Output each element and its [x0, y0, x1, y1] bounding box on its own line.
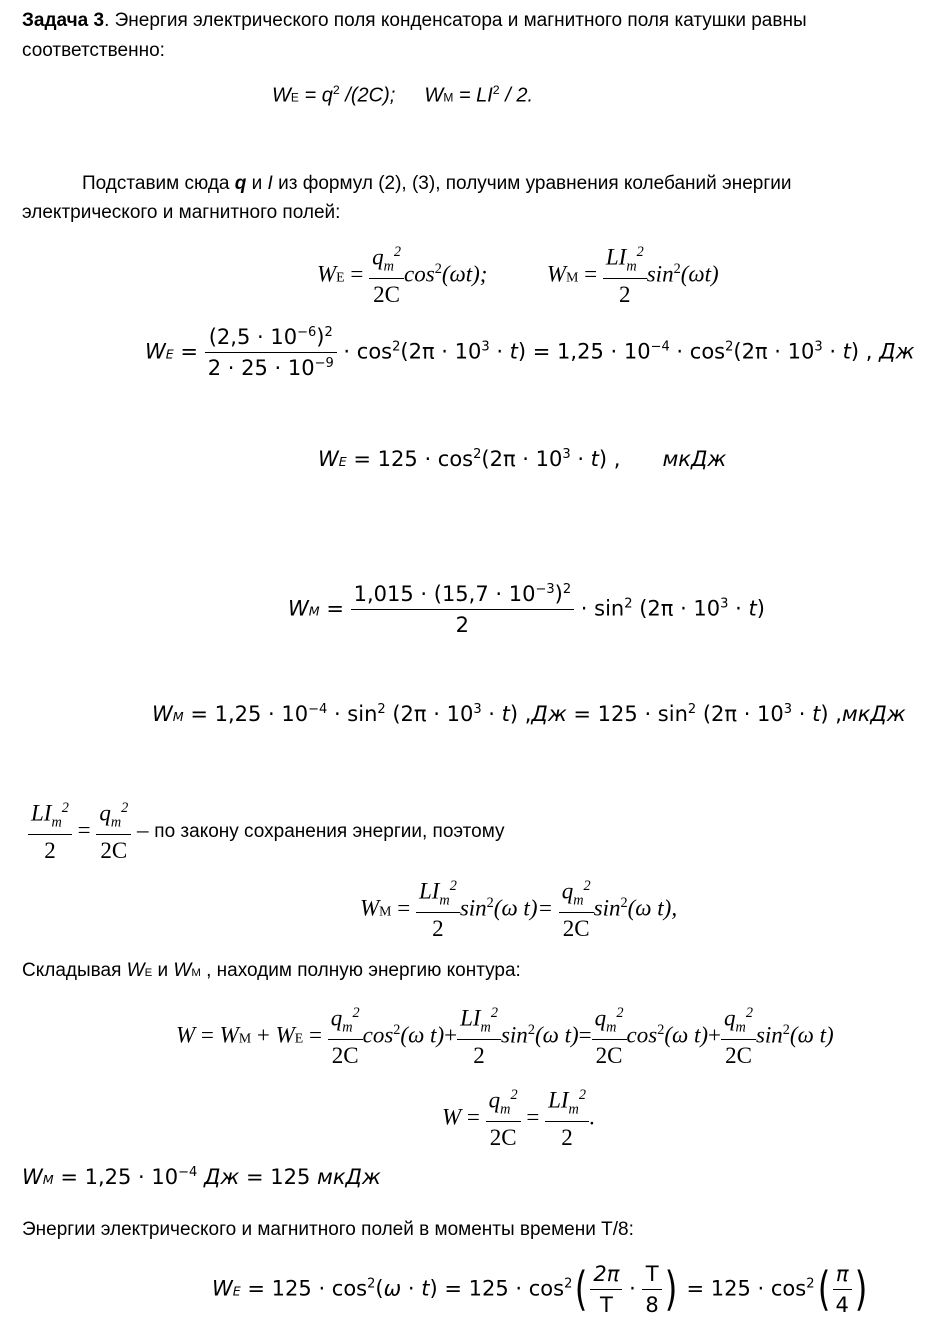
f6-num1-sub: m	[51, 814, 62, 831]
f5-h: ·	[792, 702, 813, 726]
f11-frac3	[833, 1262, 852, 1317]
f1-cos: cos	[404, 261, 435, 287]
f8-frac4	[721, 1005, 756, 1069]
f5-unit2: мкДж	[841, 702, 906, 726]
f8-frac1	[328, 1005, 363, 1069]
f2-d: ) = 1,25 · 10	[517, 339, 651, 364]
f7-num2-sub: m	[573, 892, 584, 909]
f11-d1: T	[599, 1293, 613, 1317]
f7-eq: =	[397, 895, 411, 921]
f9-w: W	[442, 1104, 462, 1130]
f7-den2: 2C	[562, 916, 590, 942]
f3-a-sup: 2	[473, 447, 482, 462]
f9-den2: 2	[561, 1125, 573, 1151]
f2-g: ·	[822, 339, 843, 364]
f5-b-sup: 2	[377, 702, 386, 717]
f9-num2-sub: m	[568, 1101, 579, 1118]
f2-a-sup: 2	[392, 339, 401, 355]
f8-sin2-sup: 2	[782, 1021, 790, 1038]
formula-we-at-t8	[212, 1262, 870, 1317]
f9-num2-sup: 2	[578, 1087, 586, 1103]
f11-c: ·	[401, 1276, 422, 1301]
p3-a: Складывая	[22, 960, 127, 981]
f7-arg1: (ω t)=	[493, 895, 553, 921]
formula-total-energy	[442, 1087, 595, 1151]
wm-end: / 2.	[499, 84, 534, 107]
f2-b-sup: 3	[481, 339, 490, 355]
task-title: Задача 3	[22, 10, 105, 31]
f8-cos2-sup: 2	[657, 1021, 665, 1038]
f8-den3: 2C	[595, 1043, 623, 1069]
f2-f: (2π · 10	[733, 339, 815, 364]
f11-a-sup: 2	[367, 1276, 376, 1292]
f1-den1: 2C	[373, 282, 400, 308]
f2-f-sup: 3	[814, 339, 823, 355]
f10-b: = 125	[239, 1165, 317, 1189]
formula-wm-result	[152, 702, 906, 726]
f3-we: W	[318, 447, 339, 471]
f9-num1-sup: 2	[510, 1087, 518, 1103]
we-sup: 2	[332, 83, 340, 97]
f8-den4: 2C	[725, 1043, 752, 1069]
f7-frac2	[559, 878, 594, 942]
f1-frac1	[369, 244, 404, 308]
f10-wm: W	[22, 1165, 43, 1189]
f4-num-sup2: 2	[562, 582, 572, 597]
f6-num1: LI	[31, 800, 52, 826]
p2-b: и	[246, 173, 268, 194]
f8-arg4: (ω t)	[789, 1022, 834, 1048]
f6-den1: 2	[44, 838, 56, 864]
f1-num1-sub: m	[383, 258, 394, 275]
f3-t: t	[590, 447, 599, 471]
f5-wm-sub: M	[172, 709, 184, 724]
f8-we: W	[275, 1022, 295, 1048]
f6-frac1	[28, 800, 72, 864]
f8-den2: 2	[473, 1043, 485, 1069]
p3-we-sub: E	[144, 967, 153, 979]
f1-arg2: (ωt)	[680, 261, 719, 287]
f10-unit1: Дж	[197, 1165, 240, 1189]
f10-a: = 1,25 · 10	[53, 1165, 179, 1189]
f1-arg1: (ωt);	[441, 261, 488, 287]
f1-sin: sin	[646, 261, 674, 287]
f11-e: = 125 · cos	[679, 1276, 807, 1301]
f6-den2: 2C	[100, 838, 128, 864]
wm-eq: = LI	[453, 84, 493, 107]
f8-li-sup: 2	[490, 1005, 498, 1021]
f7-w-sub: M	[379, 903, 392, 919]
f2-h: ) ,	[850, 339, 880, 364]
f8-wm-sub: M	[238, 1030, 252, 1046]
formula-we-numeric	[145, 325, 914, 380]
f1-wm: W	[546, 261, 567, 287]
f7-arg2: (ω t),	[627, 895, 678, 921]
p2-i: I	[267, 173, 273, 194]
wm-sup: 2	[492, 83, 500, 97]
we-symbol: W	[272, 84, 291, 107]
f1-num2: LI	[605, 244, 627, 270]
f8-sin1: sin	[500, 1022, 528, 1048]
f3-unit: мкДж	[662, 447, 727, 471]
f3-a: = 125 · cos	[346, 447, 474, 471]
f8-arg1: (ω t)	[400, 1022, 445, 1048]
p3-c: , находим полную энергию контура:	[200, 960, 521, 981]
formula-wm-max	[22, 1165, 381, 1189]
task-heading-line	[22, 10, 807, 32]
p2-a: Подставим сюда	[82, 173, 235, 194]
f8-sin1-sup: 2	[527, 1021, 535, 1038]
f8-frac2	[457, 1005, 501, 1069]
f5-b: · sin	[327, 702, 378, 726]
substitution-text-line2: электрического и магнитного полей:	[22, 202, 341, 223]
f11-paren-open: (	[575, 1262, 588, 1317]
f6-text: по закону сохранения энергии, поэтому	[154, 821, 505, 843]
f2-a: · cos	[336, 339, 393, 364]
f10-a-sup: −4	[178, 1165, 198, 1180]
f4-frac	[351, 582, 575, 637]
f6-frac2	[96, 800, 131, 864]
f8-eq2: =	[303, 1022, 322, 1048]
formula-we-result	[318, 447, 726, 471]
f1-num1-sup: 2	[393, 244, 402, 260]
formula-energy-conservation	[28, 800, 505, 864]
f11-b: (	[375, 1276, 384, 1301]
f5-i: ) ,	[820, 702, 842, 726]
f4-b-sup: 3	[720, 596, 729, 612]
f2-num-sup: −6	[297, 325, 317, 340]
task-intro-line2: соответственно:	[22, 40, 165, 61]
f4-a: · sin	[574, 596, 625, 621]
f4-t: t	[748, 596, 757, 621]
f5-g: (2π · 10	[696, 702, 784, 726]
p2-q: q	[234, 173, 247, 194]
f9-num1-sub: m	[500, 1101, 511, 1118]
f5-e: ) ,	[509, 702, 532, 726]
f1-num2-sup: 2	[636, 244, 644, 260]
f7-frac1	[416, 878, 460, 942]
p2-c: из формул (2), (3), получим уравнения колебаний энергии	[272, 173, 792, 194]
f5-unit1: Дж	[531, 702, 567, 726]
f5-c: (2π · 10	[385, 702, 474, 726]
f5-f: = 125 · sin	[566, 702, 688, 726]
f1-sin-sup: 2	[673, 260, 681, 277]
f2-b: (2π · 10	[400, 339, 482, 364]
f8-q2-sup: 2	[616, 1005, 624, 1021]
f8-q1-sub: m	[342, 1019, 353, 1036]
f9-num2: LI	[548, 1087, 569, 1113]
f1-eq2: =	[584, 261, 598, 287]
f4-num-end: )	[554, 582, 563, 606]
f11-frac2	[642, 1262, 661, 1317]
f4-eq: =	[319, 596, 344, 621]
f2-num: (2,5 · 10	[208, 325, 298, 349]
f1-frac2	[603, 244, 647, 308]
we-end: /(2C);	[339, 84, 396, 107]
f11-t: t	[421, 1276, 430, 1301]
f8-sin2: sin	[755, 1022, 783, 1048]
f11-paren-close: )	[664, 1262, 678, 1317]
f3-b: (2π · 10	[481, 447, 563, 471]
f11-e-sup: 2	[806, 1276, 815, 1292]
f3-we-sub: E	[338, 454, 347, 469]
f5-wm: W	[152, 702, 173, 726]
f5-c-sup: 3	[473, 702, 482, 717]
f8-plus: +	[251, 1022, 276, 1048]
f6-num1-sup: 2	[61, 800, 69, 816]
f11-paren-open2: (	[817, 1262, 830, 1317]
f3-d: ) ,	[598, 447, 621, 471]
formula-wm-numeric	[288, 582, 765, 637]
f6-num2-sup: 2	[121, 800, 129, 816]
f8-li: LI	[460, 1005, 481, 1031]
f8-plus2: +	[708, 1022, 722, 1048]
f8-q3-sub: m	[735, 1019, 746, 1036]
f2-eq: =	[173, 339, 199, 364]
f8-q1-sup: 2	[352, 1005, 360, 1021]
f2-t1: t	[509, 339, 518, 364]
f5-t1: t	[501, 702, 510, 726]
f11-a: = 125 · cos	[240, 1276, 368, 1301]
wm-symbol: W	[424, 84, 444, 107]
formula-we-wm-general	[317, 244, 719, 308]
f11-dot: ·	[622, 1276, 643, 1301]
f1-wm-sub: M	[566, 269, 579, 285]
f2-d-sup: −4	[650, 339, 670, 355]
f8-q3: q	[724, 1005, 736, 1031]
formula-wm-via-q	[360, 878, 677, 942]
f6-num2: q	[99, 800, 111, 826]
f5-t2: t	[812, 702, 821, 726]
f8-arg3: (ω t)	[664, 1022, 709, 1048]
f6-eq: =	[77, 817, 91, 843]
f7-num2: q	[561, 878, 574, 904]
f11-n2: T	[642, 1262, 661, 1290]
f7-sin1: sin	[459, 895, 487, 921]
f1-den2: 2	[619, 282, 631, 308]
f5-g-sup: 3	[783, 702, 793, 717]
f11-frac1	[590, 1262, 622, 1317]
formula-total-energy-sum	[176, 1005, 834, 1069]
f3-c: ·	[570, 447, 591, 471]
f2-e: · cos	[669, 339, 726, 364]
f9-end: .	[588, 1104, 595, 1130]
f8-eq3: =	[578, 1022, 592, 1048]
f5-f-sup: 2	[687, 702, 697, 717]
f4-wm: W	[288, 596, 309, 621]
f4-wm-sub: M	[308, 603, 320, 619]
substitution-text	[82, 173, 792, 195]
f9-den1: 2C	[489, 1125, 517, 1151]
f7-num1-sub: m	[439, 892, 450, 909]
f9-frac1	[486, 1087, 521, 1151]
f7-num2-sup: 2	[583, 878, 591, 894]
f8-q2-sub: m	[606, 1019, 617, 1036]
p3-wm-sub: M	[191, 967, 201, 979]
energy-formulas	[272, 83, 533, 108]
f8-we-sub: E	[294, 1030, 304, 1046]
f8-cos1: cos	[362, 1022, 394, 1048]
f4-num-sup: −3	[535, 582, 555, 597]
f9-eq1: =	[466, 1104, 480, 1130]
f2-we-sub: E	[165, 346, 174, 362]
f4-d: )	[756, 596, 765, 621]
f8-den1: 2C	[331, 1043, 359, 1069]
f11-d: ) = 125 · cos	[429, 1276, 565, 1301]
f8-cos2: cos	[626, 1022, 658, 1048]
f9-eq2: =	[526, 1104, 540, 1130]
f5-a: = 1,25 · 10	[183, 702, 309, 726]
f2-c: ·	[489, 339, 510, 364]
f7-sin2: sin	[593, 895, 621, 921]
f2-num-end: )	[316, 325, 325, 349]
f2-we: W	[145, 339, 166, 364]
f8-w: W	[176, 1022, 196, 1048]
f2-t2: t	[842, 339, 851, 364]
f10-wm-sub: M	[42, 1172, 54, 1187]
p3-wm: W	[173, 960, 192, 981]
we-sub: E	[290, 90, 299, 105]
task-intro-text: . Энергия электрического поля конденсатора и магнитного поля катушки равны	[104, 10, 807, 31]
p3-we: W	[126, 960, 145, 981]
f1-eq1: =	[350, 261, 364, 287]
f4-den: 2	[455, 613, 470, 637]
f7-sin1-sup: 2	[486, 894, 494, 911]
we-eq: = q	[298, 84, 333, 107]
f8-wm: W	[219, 1022, 239, 1048]
f7-sin2-sup: 2	[620, 894, 628, 911]
f8-arg2: (ω t)	[534, 1022, 579, 1048]
f11-d2: 8	[645, 1293, 659, 1317]
f7-num1-sup: 2	[449, 878, 457, 894]
f1-num2-sub: m	[626, 258, 637, 275]
f11-n1: 2π	[593, 1262, 620, 1286]
f2-e-sup: 2	[725, 339, 734, 355]
f5-d: ·	[481, 702, 502, 726]
summation-text	[22, 960, 521, 982]
f6-dash: –	[137, 817, 149, 843]
f2-frac	[205, 325, 337, 380]
wm-sub: M	[443, 90, 454, 105]
f2-den: 2 · 25 · 10	[207, 356, 315, 380]
f5-a-sup: −4	[308, 702, 328, 717]
f1-num1: q	[372, 244, 384, 270]
f7-w: W	[360, 895, 380, 921]
f4-c: ·	[728, 596, 749, 621]
f7-num1: LI	[418, 878, 440, 904]
f9-num1: q	[488, 1087, 501, 1113]
f11-n3: π	[835, 1262, 849, 1286]
f4-b: (2π · 10	[632, 596, 721, 621]
f8-plus1: +	[444, 1022, 458, 1048]
f11-d3: 4	[835, 1293, 849, 1317]
f1-we-sub: E	[336, 269, 345, 285]
f3-b-sup: 3	[562, 447, 571, 462]
moments-text: Энергии электрического и магнитного полей в моменты времени T/8:	[22, 1219, 634, 1240]
f11-omega: ω	[383, 1276, 402, 1301]
f1-cos-sup: 2	[434, 260, 442, 277]
f8-eq1: =	[195, 1022, 220, 1048]
f2-num-sup2: 2	[324, 325, 333, 340]
f8-q2: q	[594, 1005, 607, 1031]
f4-a-sup: 2	[624, 596, 633, 612]
f8-q1: q	[330, 1005, 343, 1031]
f2-den-sup: −9	[314, 356, 334, 371]
p3-b: и	[152, 960, 174, 981]
f11-we: W	[212, 1276, 233, 1301]
f9-frac2	[545, 1087, 589, 1151]
f11-we-sub: E	[232, 1283, 241, 1299]
f2-unit: Дж	[879, 339, 915, 364]
f8-li-sub: m	[480, 1019, 491, 1036]
f7-den1: 2	[432, 916, 444, 942]
f1-we: W	[317, 261, 337, 287]
f8-cos1-sup: 2	[393, 1021, 401, 1038]
f11-paren-close2: )	[854, 1262, 868, 1317]
f8-frac3	[592, 1005, 627, 1069]
f4-num: 1,015 · (15,7 · 10	[353, 582, 536, 606]
f11-d-sup: 2	[564, 1276, 573, 1292]
f10-unit2: мкДж	[317, 1165, 381, 1189]
f6-num2-sub: m	[110, 814, 122, 831]
f8-q3-sup: 2	[745, 1005, 753, 1021]
